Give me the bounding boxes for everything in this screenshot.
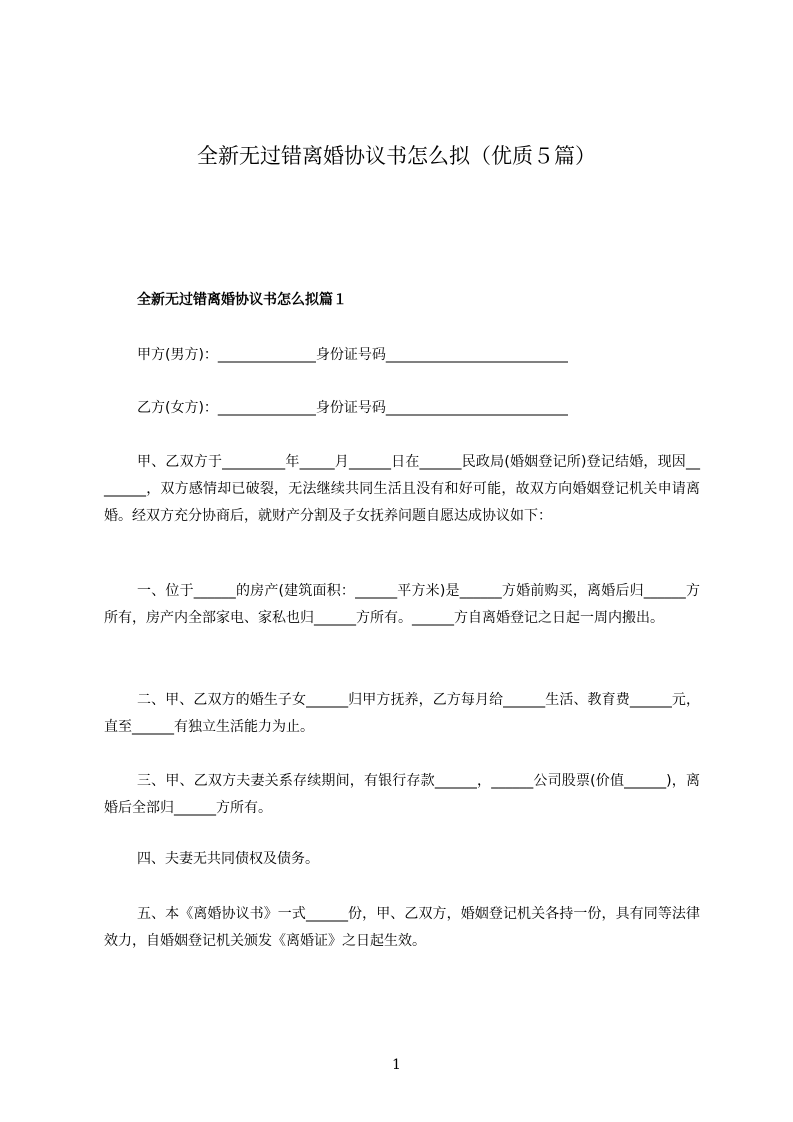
document-title: 全新无过错离婚协议书怎么拟（优质５篇） (197, 144, 596, 168)
paragraph-intro: 甲、乙双方于_________年_____月______日在______民政局(婚姻登记所)登记结婚，现因________，双方感情却已破裂，无法继续共同生活且没有和好可能，故双方向婚姻登记机关申请离婚。经双方充分协商后，就财产分割及子女抚养问题自愿达成协议如下： (104, 454, 700, 524)
page-number: 1 (392, 1057, 401, 1073)
party-b-line: 乙方(女方)：______________身份证号码__________________________ (137, 400, 568, 416)
paragraph-clause-3: 三、甲、乙双方夫妻关系存续期间，有银行存款______，______公司股票(价值______)，离婚后全部归______方所有。 (104, 773, 700, 816)
paragraph-clause-2: 二、甲、乙双方的婚生子女______归甲方抚养，乙方每月给______生活、教育费______元，直至______有独立生活能力为止。 (104, 692, 700, 735)
party-a-line: 甲方(男方)：______________身份证号码__________________________ (137, 347, 568, 363)
paragraph-clause-5: 五、本《离婚协议书》一式______份，甲、乙双方，婚姻登记机关各持一份，具有同等法律效力，自婚姻登记机关颁发《离婚证》之日起生效。 (104, 906, 700, 949)
section-title: 全新无过错离婚协议书怎么拟篇１ (137, 292, 347, 308)
paragraph-clause-4: 四、夫妻无共同债权及债务。 (137, 851, 319, 867)
paragraph-clause-1: 一、位于______的房产(建筑面积：______平方米)是______方婚前购买，离婚后归______方所有，房产内全部家电、家私也归______方所有。______方自离婚登记之日起一周内搬出。 (104, 583, 700, 626)
